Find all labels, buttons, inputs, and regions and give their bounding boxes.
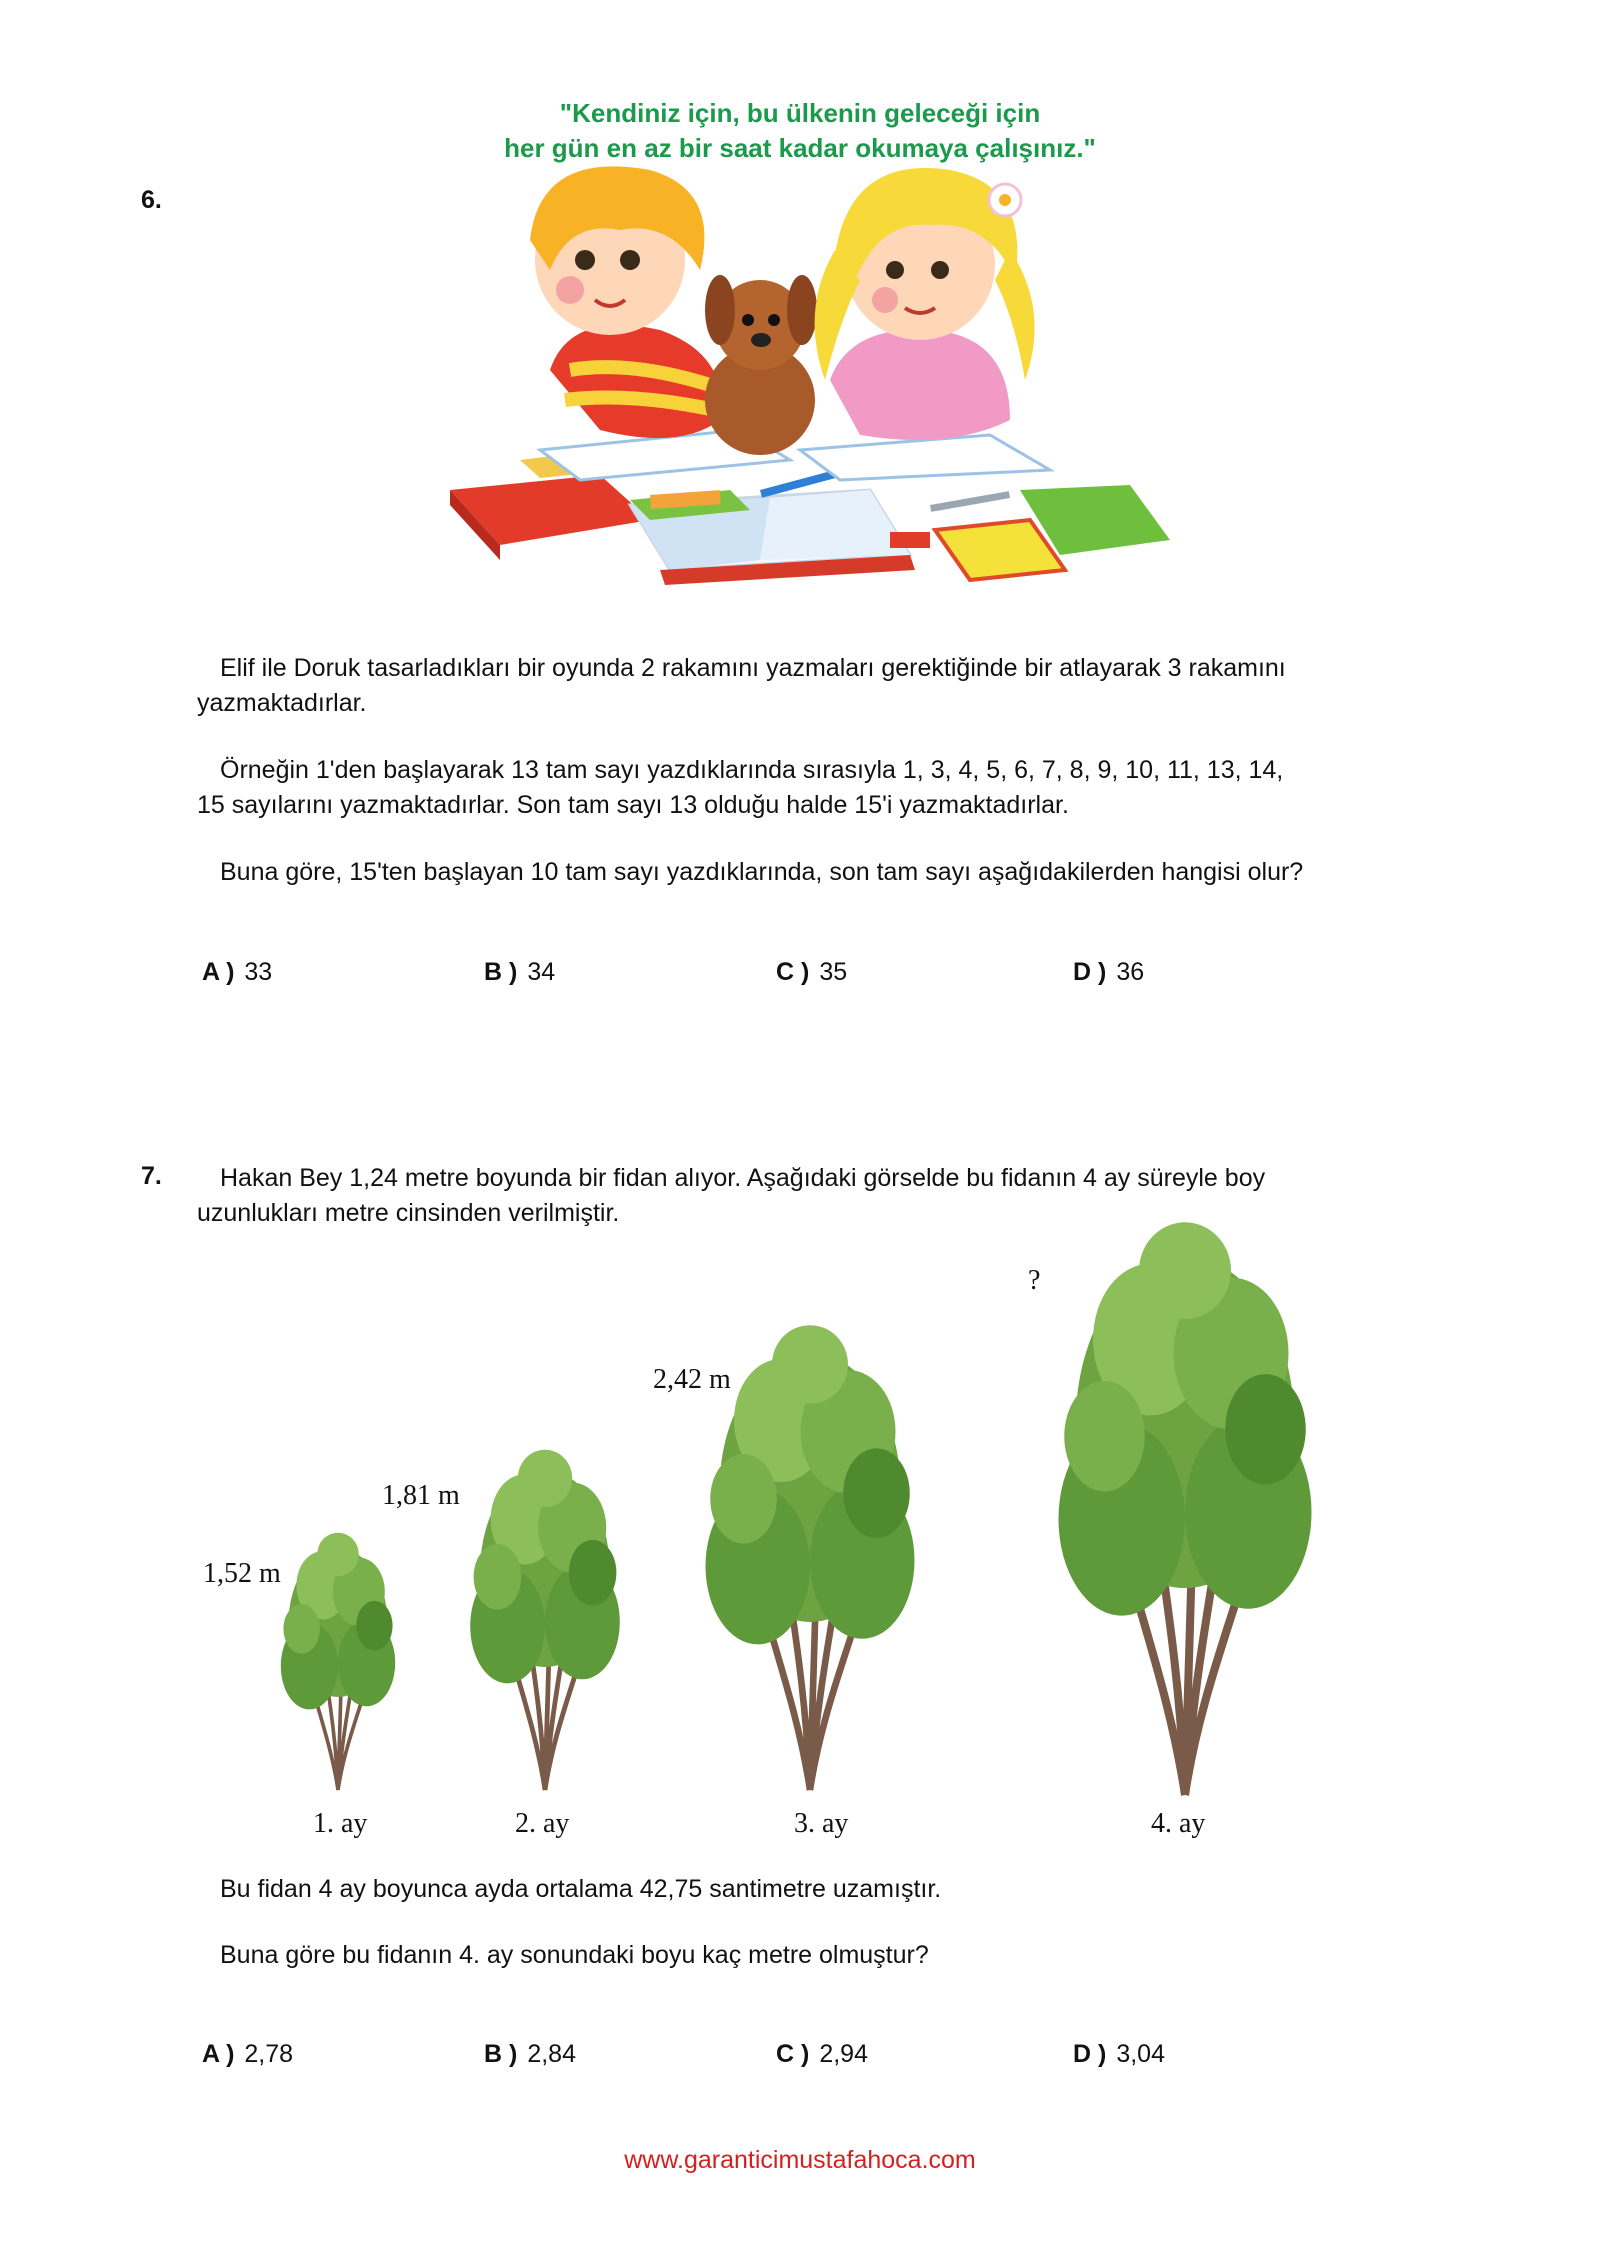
q6-paragraph-2a: Örneğin 1'den başlayarak 13 tam sayı yazdıklarında sırasıyla 1, 3, 4, 5, 6, 7, 8, 9, 10, 11, 13, 14, [220, 756, 1284, 784]
motto-line-2: her gün en az bir saat kadar okumaya çalışınız." [504, 133, 1096, 163]
books-on-desk [450, 450, 1170, 585]
plant-2-month-label: 2. ay [515, 1808, 570, 1839]
q7-paragraph-1b: uzunlukları metre cinsinden verilmiştir. [197, 1199, 620, 1227]
q7-paragraph-2: Bu fidan 4 ay boyunca ayda ortalama 42,75 santimetre uzamıştır. [220, 1875, 942, 1903]
question-6-number: 6. [141, 186, 162, 214]
q6-paragraph-1a: Elif ile Doruk tasarladıkları bir oyunda 2 rakamını yazmaları gerektiğinde bir atlayarak 3 rakamını [220, 654, 1286, 682]
q6-paragraph-1b: yazmaktadırlar. [197, 689, 367, 717]
plant-1-height-label: 1,52 m [203, 1558, 281, 1589]
dog-figure [705, 275, 817, 455]
q7-paragraph-1a: Hakan Bey 1,24 metre boyunda bir fidan alıyor. Aşağıdaki görselde bu fidanın 4 ay süreyle boy [220, 1164, 1266, 1192]
plant-2-height-label: 1,81 m [382, 1480, 460, 1511]
plant-4-height-label: ? [1028, 1265, 1041, 1296]
girl-figure [815, 168, 1035, 440]
plants-illustration [0, 1200, 1600, 1820]
q7-choice-c[interactable]: C ) 2,94 [776, 2040, 868, 2068]
q6-choice-d[interactable]: D ) 36 [1073, 958, 1145, 986]
boy-figure [530, 166, 721, 438]
plant-month-1 [281, 1533, 395, 1790]
plant-3-month-label: 3. ay [794, 1808, 849, 1839]
q7-choice-b[interactable]: B ) 2,84 [484, 2040, 576, 2068]
q7-choice-d[interactable]: D ) 3,04 [1073, 2040, 1165, 2068]
motto-line-1: "Kendiniz için, bu ülkenin geleceği için [559, 98, 1041, 128]
q6-choice-a[interactable]: A ) 33 [202, 958, 273, 986]
question-7-number: 7. [141, 1162, 162, 1190]
plant-month-3 [706, 1325, 915, 1790]
q6-choice-c[interactable]: C ) 35 [776, 958, 848, 986]
q6-paragraph-3: Buna göre, 15'ten başlayan 10 tam sayı yazdıklarında, son tam sayı aşağıdakilerden hangisi olur? [220, 858, 1304, 886]
q6-choice-b[interactable]: B ) 34 [484, 958, 556, 986]
plant-month-2 [470, 1450, 620, 1790]
q7-choice-a[interactable]: A ) 2,78 [202, 2040, 294, 2068]
kids-reading-illustration [430, 160, 1190, 640]
q6-paragraph-2b: 15 sayılarını yazmaktadırlar. Son tam sayı 13 olduğu halde 15'i yazmaktadırlar. [197, 791, 1069, 819]
q7-paragraph-3: Buna göre bu fidanın 4. ay sonundaki boyu kaç metre olmuştur? [220, 1941, 929, 1969]
plant-1-month-label: 1. ay [313, 1808, 368, 1839]
plant-3-height-label: 2,42 m [653, 1364, 731, 1395]
plant-4-month-label: 4. ay [1151, 1808, 1206, 1839]
footer-website-link[interactable]: www.garanticimustafahoca.com [624, 2146, 976, 2174]
plant-month-4 [1059, 1222, 1312, 1795]
